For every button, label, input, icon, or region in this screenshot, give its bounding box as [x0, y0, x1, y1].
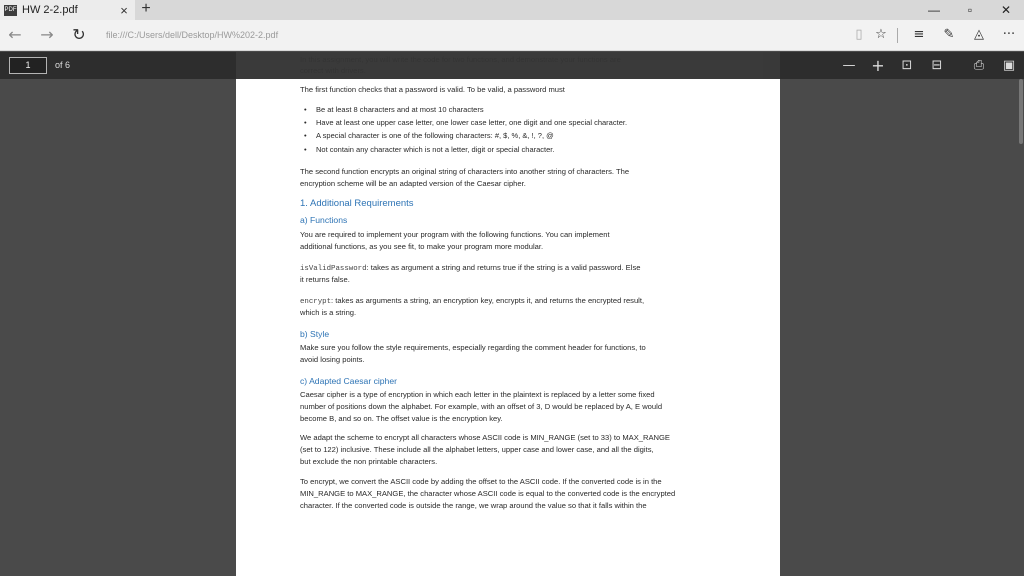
- minimize-button[interactable]: —: [928, 3, 940, 17]
- caesar-line-3: become B, and so on. The offset value is the encryption key.: [300, 414, 503, 423]
- scrollbar[interactable]: [1018, 79, 1024, 576]
- encrypt-rule-line-3: character. If the converted code is outside the range, we wrap around the value so that it falls within the: [300, 501, 647, 510]
- pdf-viewer[interactable]: [0, 52, 1024, 576]
- list-item: • Have at least one upper case letter, one lower case letter, one digit and one special character.: [316, 117, 627, 128]
- caesar-line-2: number of positions down the alphabet. For example, with an offset of 3, D would be replaced by A, E would: [300, 402, 663, 411]
- functions-line-2: additional functions, as you see fit, to make your program more modular.: [300, 242, 544, 251]
- close-window-button[interactable]: ✕: [1000, 3, 1012, 17]
- scrollbar-thumb[interactable]: [1019, 79, 1023, 144]
- heading-caesar: c) Adapted Caesar cipher: [300, 376, 397, 386]
- list-item: • A special character is one of the following characters: #, $, %, &, !, ?, @: [316, 130, 554, 141]
- new-tab-button[interactable]: +: [141, 0, 151, 17]
- address-bar-row: [0, 20, 1024, 51]
- encrypt-desc: : takes as arguments a string, an encryption key, encrypts it, and returns the encrypted result,: [331, 296, 645, 305]
- save-icon[interactable]: ▣: [1002, 58, 1016, 73]
- forward-icon[interactable]: →: [40, 25, 54, 44]
- address-input[interactable]: file:///C:/Users/dell/Desktop/HW%202-2.pdf: [106, 30, 279, 40]
- page-number-input[interactable]: 1: [9, 57, 47, 74]
- encrypt-code: encrypt: [300, 298, 332, 306]
- heading-functions: a) Functions: [300, 215, 348, 225]
- style-line-2: avoid losing points.: [300, 355, 365, 364]
- fit-page-icon[interactable]: ⊡: [901, 58, 913, 73]
- list-item: • Be at least 8 characters and at most 10 characters: [316, 104, 484, 115]
- isvalidpassword-code: isValidPassword: [300, 265, 367, 273]
- share-icon[interactable]: ◬: [974, 27, 984, 42]
- refresh-icon[interactable]: ↻: [72, 25, 86, 44]
- tab-title: HW 2-2.pdf: [22, 4, 78, 16]
- adapt-line-1: We adapt the scheme to encrypt all characters whose ASCII code is MIN_RANGE (set to 33) to MAX_RANGE: [300, 433, 670, 442]
- pdf-toolbar: [0, 52, 1024, 79]
- encrypt-rule-line-1: To encrypt, we convert the ASCII code by adding the offset to the ASCII code. If the converted code is in the: [300, 477, 662, 486]
- adapt-line-2: (set to 122) inclusive. These include all the alphabet letters, upper case and lower case, and all the digits,: [300, 445, 654, 454]
- favorite-star-icon[interactable]: ☆: [875, 27, 887, 42]
- isvalidpassword-desc: : takes as argument a string and returns true if the string is a valid password. Else: [366, 263, 641, 272]
- encrypt-rule-line-2: MIN_RANGE to MAX_RANGE, the character whose ASCII code is equal to the converted code is the encrypted: [300, 489, 676, 498]
- toolbar-divider: [897, 28, 898, 43]
- functions-line-1: You are required to implement your program with the following functions. You can implement: [300, 230, 610, 239]
- first-function-paragraph: The first function checks that a password is valid. To be valid, a password must: [300, 85, 565, 94]
- adapt-line-3: but exclude the non printable characters.: [300, 457, 438, 466]
- web-note-icon[interactable]: ✎: [943, 27, 955, 42]
- second-function-line-1: The second function encrypts an original string of characters into another string of characters. The: [300, 167, 630, 176]
- heading-additional-requirements: 1. Additional Requirements: [300, 198, 414, 209]
- print-icon[interactable]: ⎙: [973, 58, 985, 73]
- tab-strip: [0, 0, 1024, 20]
- second-function-line-2: encryption scheme will be an adapted version of the Caesar cipher.: [300, 179, 526, 188]
- caesar-line-1: Caesar cipher is a type of encryption in which each letter in the plaintext is replaced by a letter some fixed: [300, 390, 655, 399]
- heading-style: b) Style: [300, 329, 330, 339]
- restore-button[interactable]: ▫: [967, 3, 973, 17]
- isvalidpassword-line-2: it returns false.: [300, 275, 350, 284]
- reading-view-icon[interactable]: ▯: [855, 27, 863, 42]
- zoom-out-icon[interactable]: —: [842, 58, 856, 73]
- page-layout-icon[interactable]: ⊟: [931, 58, 943, 73]
- hub-icon[interactable]: ≡: [913, 27, 925, 42]
- pdf-icon: PDF: [4, 5, 17, 16]
- zoom-in-icon[interactable]: +: [871, 56, 885, 75]
- page-total-label: of 6: [55, 60, 71, 70]
- tab-hw-pdf[interactable]: [0, 0, 135, 20]
- encrypt-line-2: which is a string.: [300, 308, 357, 317]
- close-tab-icon[interactable]: ×: [120, 2, 128, 18]
- more-icon[interactable]: ···: [1002, 27, 1016, 42]
- pdf-page: [236, 52, 780, 576]
- back-icon[interactable]: ←: [8, 25, 22, 44]
- style-line-1: Make sure you follow the style requirements, especially regarding the comment header for functions, to: [300, 343, 646, 352]
- list-item: • Not contain any character which is not a letter, digit or special character.: [316, 144, 554, 155]
